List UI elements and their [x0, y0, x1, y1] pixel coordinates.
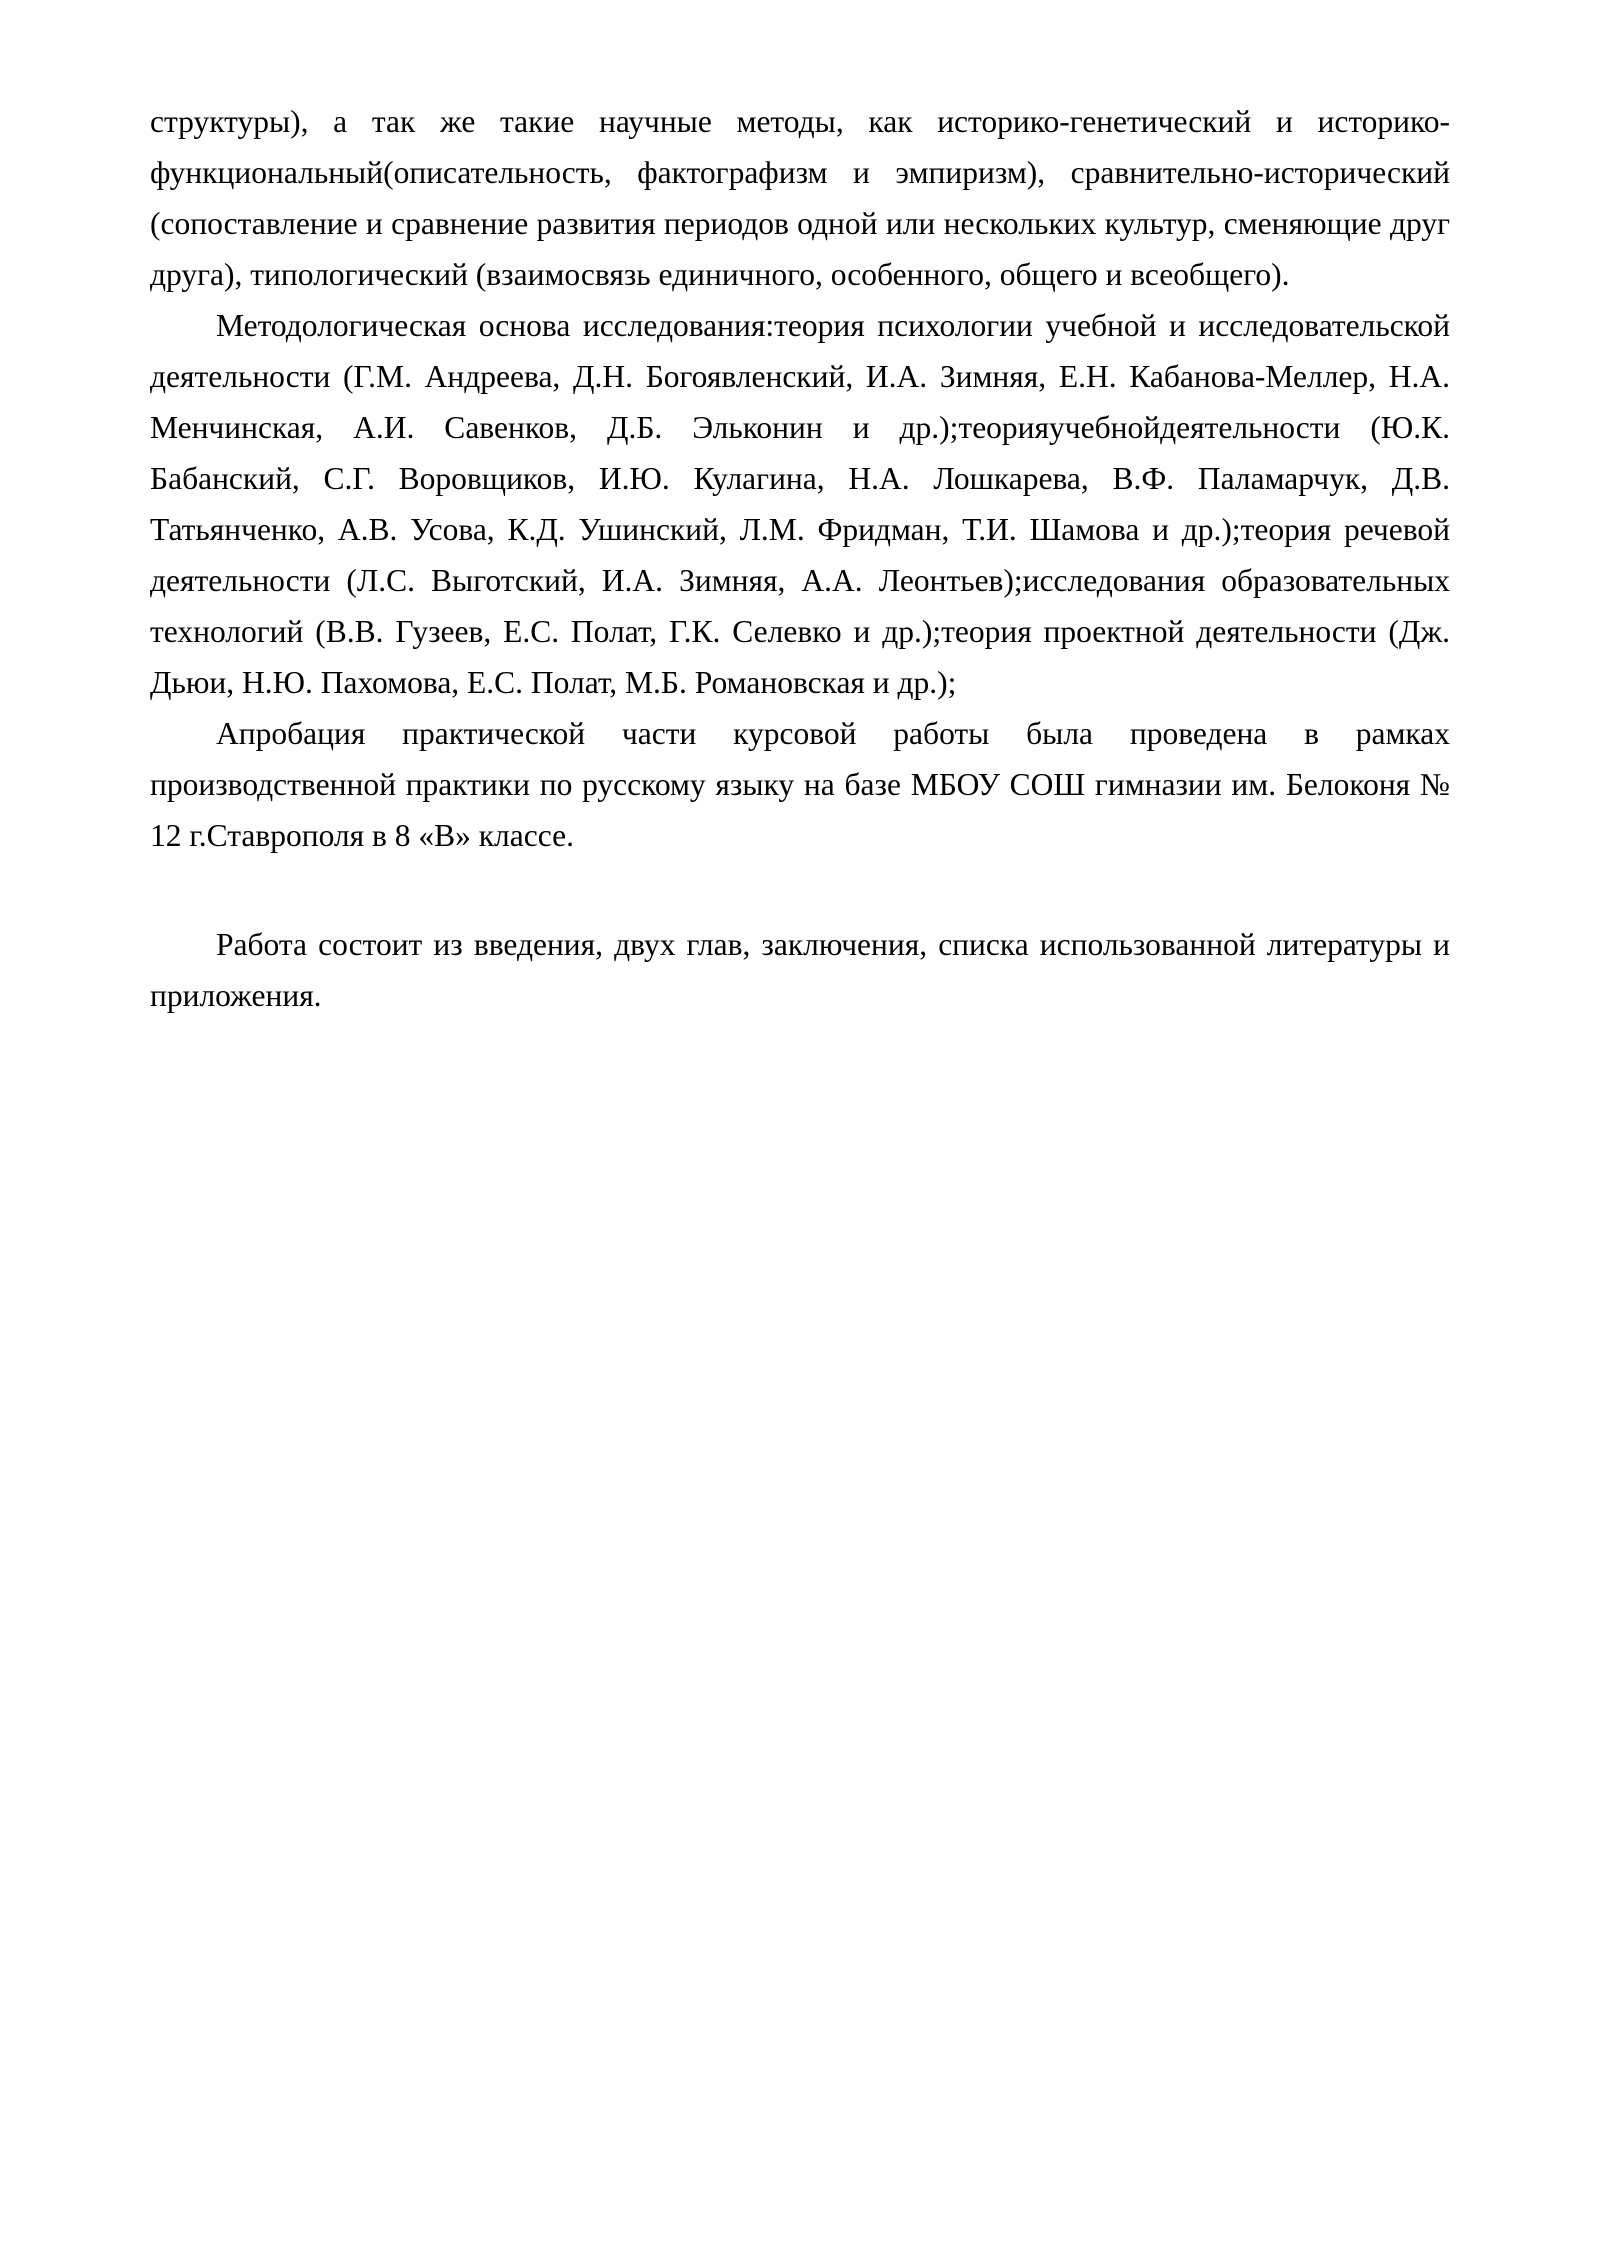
paragraph-methodological-basis: Методологическая основа исследования:теория психологии учебной и исследовательской деятельности (Г.М. Андреева, Д.Н. Богоявленский, И.А. Зимняя, Е.Н. Кабанова-Меллер, Н.А. Менчинская, А.И. Савенков, Д.Б. Эльконин и др.);теорияучебнойдеятельности (Ю.К. Бабанский, С.Г. Воровщиков, И.Ю. Кулагина, Н.А. Лошкарева, В.Ф. Паламарчук, Д.В. Татьянченко, А.В. Усова, К.Д. Ушинский, Л.М. Фридман, Т.И. Шамова и др.);теория речевой деятельности (Л.С. Выготский, И.А. Зимняя, А.А. Леонтьев);исследования образовательных технологий (В.В. Гузеев, Е.С. Полат, Г.К. Селевко и др.);теория проектной деятельности (Дж. Дьюи, Н.Ю. Пахомова, Е.С. Полат, М.Б. Романовская и др.); [150, 308, 1450, 701]
paragraph-spacer [150, 861, 1450, 919]
paragraph-approbation: Апробация практической части курсовой работы была проведена в рамках производственной практики по русскому языку на базе МБОУ СОШ гимназии им. Белоконя № 12 г.Ставрополя в 8 «В» классе. [150, 716, 1450, 854]
document-body [150, 96, 1450, 1021]
paragraph-methods: структуры), а так же такие научные методы, как историко-генетический и историко-функциональный(описательность, фактографизм и эмпиризм), сравнительно-исторический (сопоставление и сравнение развития периодов одной или нескольких культур, сменяющие друг друга), типологический (взаимосвязь единичного, особенного, общего и всеобщего). [150, 104, 1450, 293]
paragraph-structure: Работа состоит из введения, двух глав, заключения, списка использованной литературы и приложения. [150, 927, 1450, 1014]
